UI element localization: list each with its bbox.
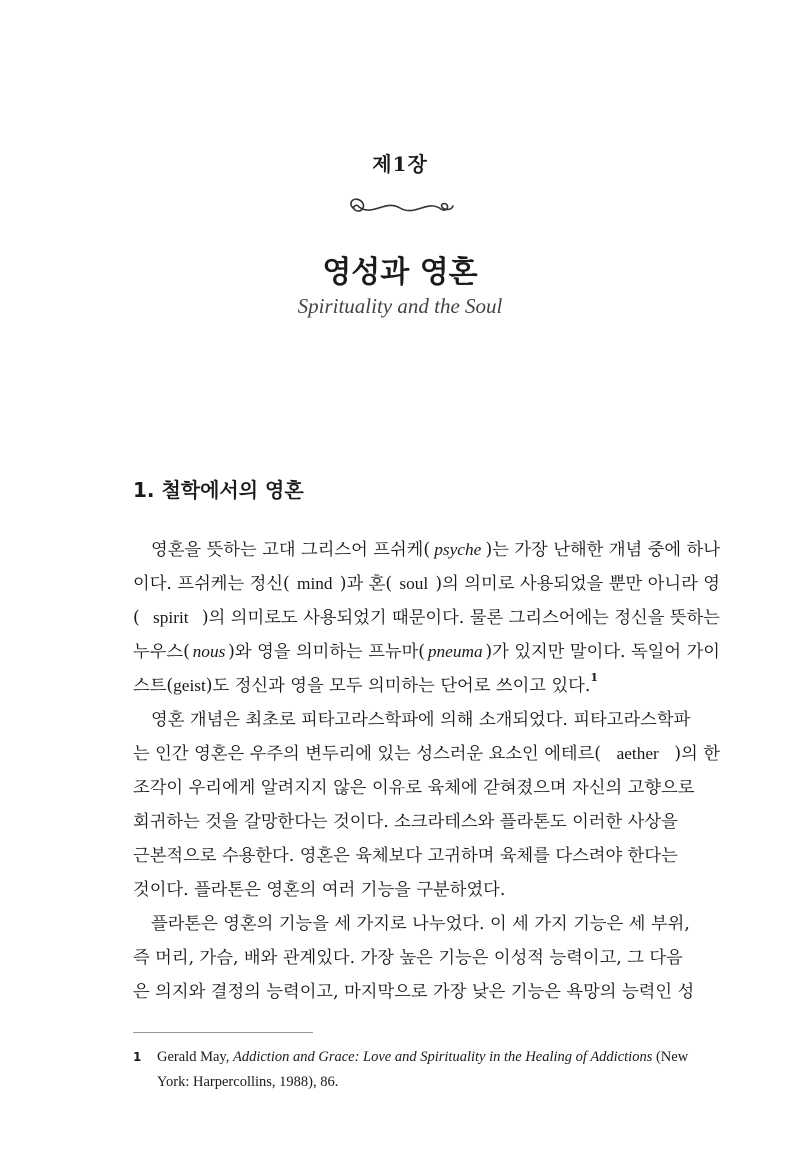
text-segment: 근본적으로 수용한다. 영혼은 육체보다 고귀하며 육체를 다스려야 한다는 [133,846,678,866]
latin-term: pneuma [427,642,483,661]
body-line [133,533,720,567]
latin-term: psyche [434,540,482,559]
body-line [133,873,720,907]
section-heading: 1. 철학에서의 영혼 [133,478,304,502]
body-line [133,907,720,941]
text-segment: 플라톤은 영혼의 기능을 세 가지로 나누었다. 이 세 가지 기능은 세 부위, [151,914,690,934]
text-segment: 는 인간 영혼은 우주의 변두리에 있는 성스러운 요소인 에테르( [133,744,602,764]
latin-term: geist [173,676,206,695]
text-segment: 은 의지와 결정의 능력이고, 마지막으로 가장 낮은 기능은 욕망의 능력인 성 [133,982,695,1002]
swash-ornament-icon [345,193,455,223]
body-line [133,703,720,737]
footnote-divider [133,1032,313,1033]
latin-term: mind [297,574,333,593]
body-line [133,941,720,975]
text-segment: 영혼 개념은 최초로 피타고라스학파에 의해 소개되었다. 피타고라스학파 [151,710,691,730]
text-segment: ( [133,608,140,628]
footnote [133,1045,720,1095]
body-line [133,567,720,601]
latin-term: nous [192,642,226,661]
latin-term: spirit [153,608,189,627]
latin-term: aether [616,744,659,763]
text-segment: 누우스( [133,642,190,662]
body-line [133,669,720,703]
body-line [133,737,720,771]
text-segment: 즉 머리, 가슴, 배와 관계있다. 가장 높은 기능은 이성적 능력이고, 그 다음 [133,948,683,968]
body-text [133,533,720,1009]
body-line [133,771,720,805]
body-line [133,839,720,873]
text-segment: )의 한 [674,744,720,764]
footnote-publication: (New York: Harpercollins, 1988), 86. [157,1049,689,1090]
body-line [133,805,720,839]
footnote-book-title: Addiction and Grace: Love and Spirituality in the Healing of Addictions [232,1049,653,1065]
footnote-reference[interactable]: 1 [590,671,598,684]
chapter-subtitle: Spirituality and the Soul [297,294,503,318]
text-segment: )는 가장 난해한 개념 중에 하나 [485,540,720,560]
text-segment: 것이다. 플라톤은 영혼의 여러 기능을 구분하였다. [133,880,506,900]
text-segment: 이다. 프쉬케는 정신( [133,574,290,594]
text-segment: 영혼을 뜻하는 고대 그리스어 프쉬케( [151,540,431,560]
text-segment: )과 혼( [339,574,393,594]
text-segment: )가 있지만 말이다. 독일어 가이 [485,642,720,662]
text-segment: )의 의미로도 사용되었기 때문이다. 물론 그리스어에는 정신을 뜻하는 [201,608,720,628]
footnote-number: 1 [133,1050,142,1064]
text-segment: 스트( [133,676,174,696]
footnote-author: Gerald May, [157,1049,233,1065]
body-line [133,975,720,1009]
text-segment: )도 정신과 영을 모두 의미하는 단어로 쓰이고 있다. [205,676,591,696]
text-segment: )의 의미로 사용되었을 뿐만 아니라 영 [435,574,720,594]
text-segment: 회귀하는 것을 갈망한다는 것이다. 소크라테스와 플라톤도 이러한 사상을 [133,812,678,832]
latin-term: soul [399,574,429,593]
text-segment: 조각이 우리에게 알려지지 않은 이유로 육체에 갇혀졌으며 자신의 고향으로 [133,778,695,798]
text-segment: )와 영을 의미하는 프뉴마( [228,642,426,662]
chapter-title: 영성과 영혼 [322,255,478,290]
chapter-label: 제1장 [372,152,428,176]
footnote-body [157,1045,720,1095]
body-line [133,635,720,669]
body-line [133,601,720,635]
